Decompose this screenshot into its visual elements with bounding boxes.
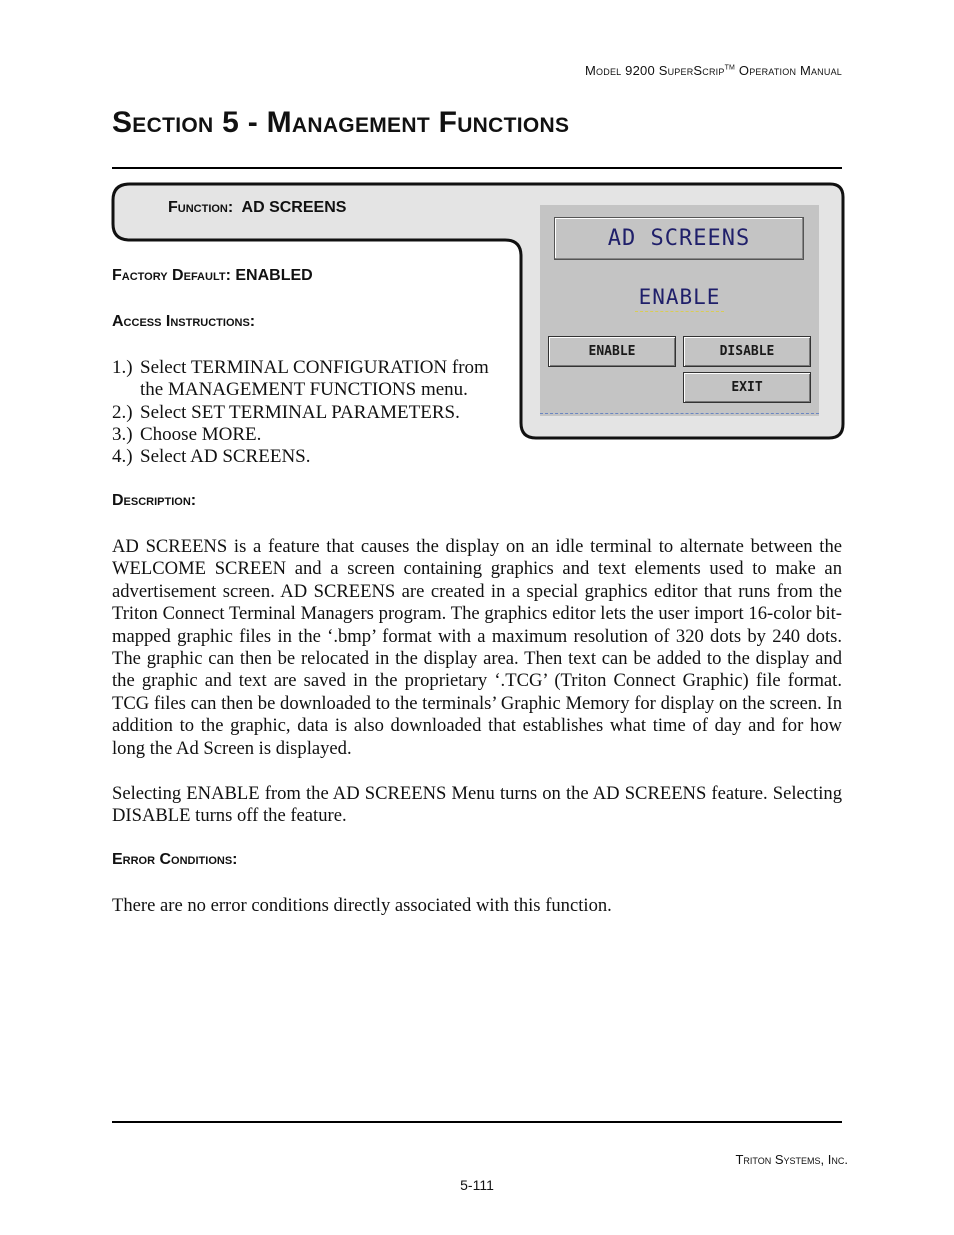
screen-status: [540, 285, 819, 309]
screen-title: AD SCREENS: [554, 217, 804, 260]
disable-button[interactable]: DISABLE: [683, 336, 811, 367]
screen-status-value: ENABLE: [635, 285, 725, 312]
list-item: 4.) Select AD SCREENS.: [112, 446, 311, 468]
header-trademark: TM: [724, 64, 736, 72]
page-number: 5-111: [460, 1177, 494, 1193]
footer-company: Triton Systems, Inc.: [735, 1152, 848, 1167]
error-conditions-heading: Error Conditions:: [112, 851, 238, 868]
list-item: 1.) Select TERMINAL CONFIGURATION from the MANAGEMENT FUNCTIONS menu.: [112, 357, 489, 401]
description-heading: Description:: [112, 492, 197, 509]
enable-button[interactable]: ENABLE: [548, 336, 676, 367]
top-divider: [112, 167, 842, 169]
list-item: 2.) Select SET TERMINAL PARAMETERS.: [112, 401, 460, 423]
description-paragraph-2: Selecting ENABLE from the AD SCREENS Menu turns on the AD SCREENS feature. Selecting DISABLE turns off the feature.: [112, 783, 842, 827]
factory-default-label: Factory Default:: [112, 267, 231, 284]
factory-default: [112, 267, 313, 285]
section-title: Section 5 - Management Functions: [112, 106, 570, 139]
list-item: 3.) Choose MORE.: [112, 423, 262, 445]
running-header: [585, 63, 842, 78]
screen-bottom-line: [540, 413, 819, 414]
description-paragraph-1: AD SCREENS is a feature that causes the display on an idle terminal to alternate between the WELCOME SCREEN and a screen containing graphics and text elements used to make an advertisement screen. AD SCREENS are created in a special graphics editor that runs from the Triton Connect Terminal Managers program. The graphics editor lets the user import 16-color bit-mapped graphic files in the ‘.bmp’ format with a maximum resolution of 320 dots by 240 dots. The graphic can then be relocated in the display area. Then text can be added to the display and the graphic and text are saved in the proprietary ‘.TCG’ (Triton Connect Graphic) file format. TCG files can then be downloaded to the terminals’ Graphic Memory for display on the screen. In addition to the graphic, data is also downloaded that establishes what time of day and for how long the Ad Screen is displayed.: [112, 536, 842, 759]
function-prefix: Function:: [168, 199, 234, 216]
terminal-screen: [540, 205, 819, 416]
access-instructions-heading: Access Instructions:: [112, 313, 256, 330]
error-conditions-text: There are no error conditions directly associated with this function.: [112, 895, 612, 916]
bottom-divider: [112, 1121, 842, 1123]
exit-button[interactable]: EXIT: [683, 372, 811, 403]
function-name: AD SCREENS: [241, 199, 347, 216]
header-manual: Operation Manual: [735, 63, 842, 78]
access-steps: [112, 357, 489, 468]
factory-default-value: ENABLED: [235, 267, 313, 284]
header-model: Model 9200 SuperScrip: [585, 63, 725, 78]
function-heading: [168, 199, 346, 217]
